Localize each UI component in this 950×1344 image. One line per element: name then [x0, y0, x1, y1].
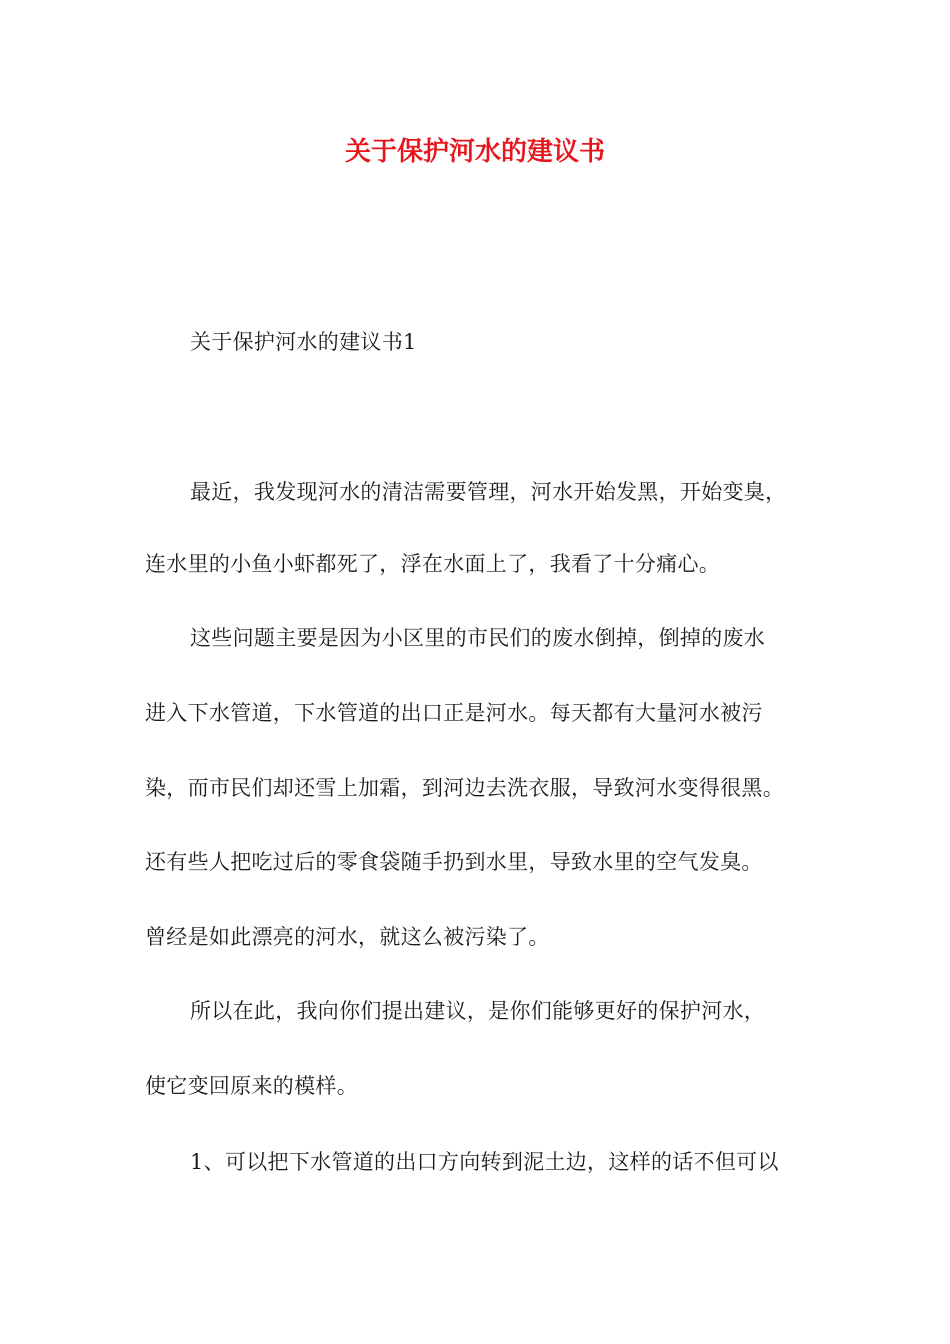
- paragraph-line: 还有些人把吃过后的零食袋随手扔到水里，导致水里的空气发臭。: [145, 850, 763, 874]
- paragraph-line: 染，而市民们却还雪上加霜，到河边去洗衣服，导致河水变得很黑。: [145, 776, 784, 800]
- section-heading: 关于保护河水的建议书1: [190, 330, 417, 354]
- paragraph-line: 这些问题主要是因为小区里的市民们的废水倒掉，倒掉的废水: [190, 626, 766, 650]
- document-title: 关于保护河水的建议书: [344, 137, 605, 167]
- paragraph-line: 进入下水管道，下水管道的出口正是河水。每天都有大量河水被污: [145, 701, 763, 725]
- paragraph-line: 最近，我发现河水的清洁需要管理，河水开始发黑，开始变臭，: [190, 480, 787, 504]
- paragraph-line: 1、可以把下水管道的出口方向转到泥土边，这样的话不但可以: [190, 1150, 779, 1174]
- paragraph-line: 使它变回原来的模样。: [145, 1074, 358, 1098]
- paragraph-line: 曾经是如此漂亮的河水，就这么被污染了。: [145, 925, 550, 949]
- paragraph-line: 连水里的小鱼小虾都死了，浮在水面上了，我看了十分痛心。: [145, 552, 721, 576]
- paragraph-line: 所以在此，我向你们提出建议，是你们能够更好的保护河水，: [190, 999, 766, 1023]
